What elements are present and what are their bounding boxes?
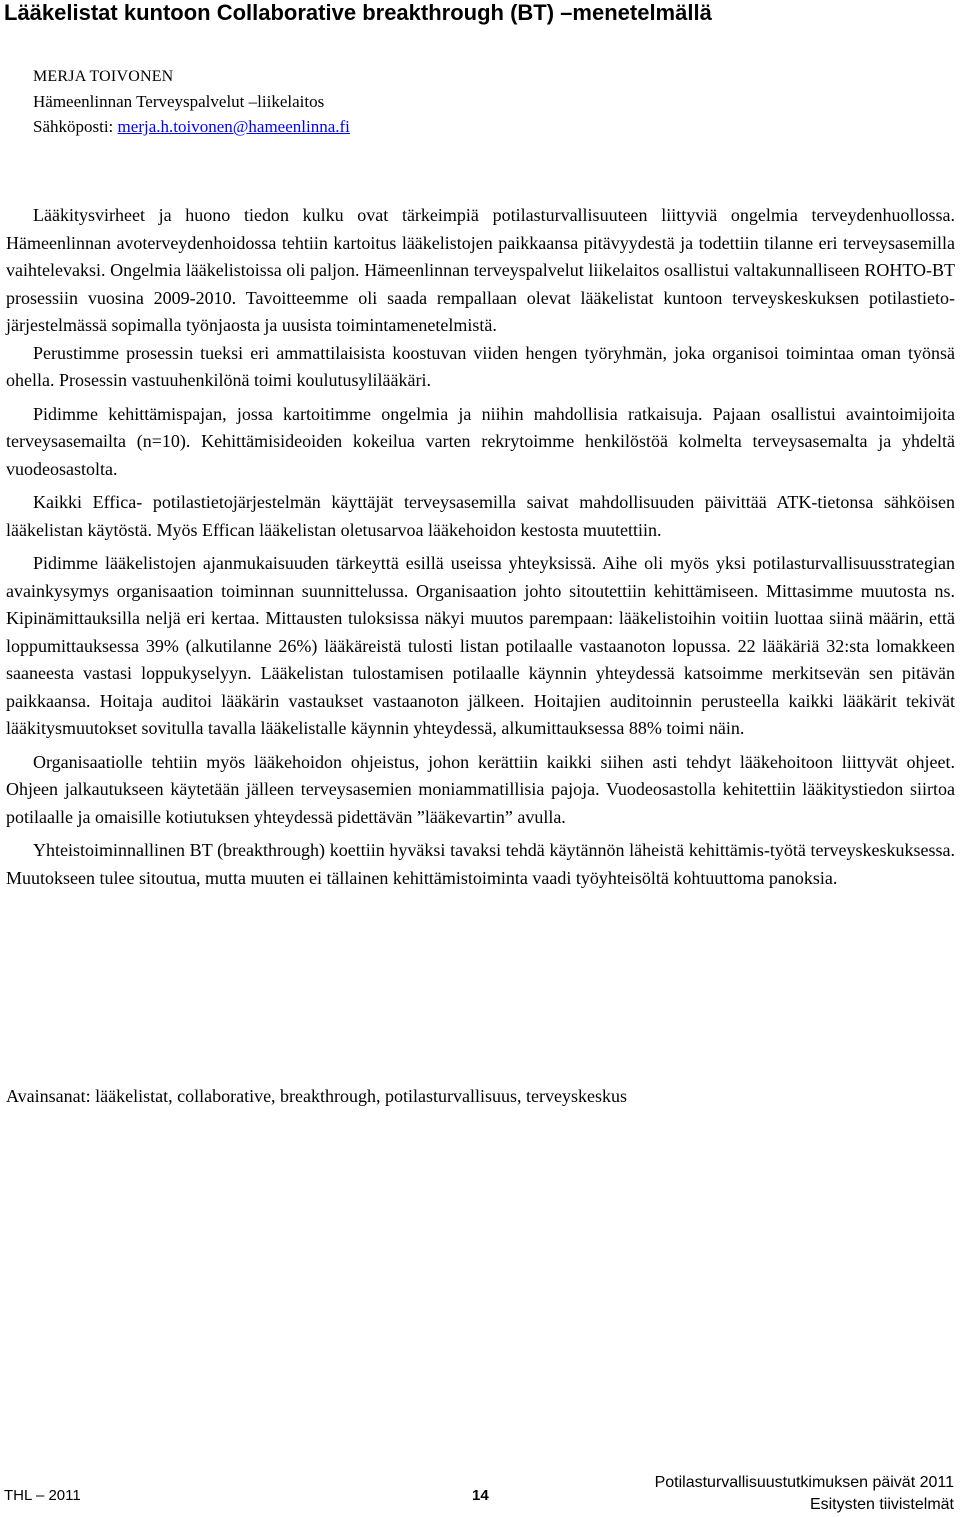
footer-publisher: THL – 2011	[4, 1487, 81, 1504]
keywords: Avainsanat: lääkelistat, collaborative, breakthrough, potilasturvallisuus, terveyskeskus	[6, 1086, 627, 1106]
document-title: Lääkelistat kuntoon Collaborative breakthrough (BT) –menetelmällä	[4, 0, 712, 25]
paragraph-2: Perustimme prosessin tueksi eri ammattilaisista koostuvan viiden hengen työryhmän, joka organisoi toimintaa oman työnsä ohella. Prosessin vastuuhenkilönä toimi koulutusylilääkäri.	[6, 342, 955, 390]
paragraph-6: Organisaatiolle tehtiin myös lääkehoidon ohjeistus, johon kerättiin kaikki siihen asti tehdyt lääkehoitoon liittyvät ohjeet. Ohjeen jalkautukseen käytetään jälleen terveysasemien moniammatillisia pajoja. Vuodeosastolla kehitettiin lääkitystiedon siirtoa potilaalle ja omaisille kotiutuksen yhteydessä pidettävän ”lääkevartin” avulla.	[6, 751, 955, 827]
email-label: Sähköposti:	[33, 117, 118, 136]
email-link[interactable]: merja.h.toivonen@hameenlinna.fi	[117, 117, 350, 136]
footer-event-subtitle: Esitysten tiivistelmät	[809, 1496, 954, 1513]
author-organization: Hämeenlinnan Terveyspalvelut –liikelaitos	[33, 92, 325, 111]
paragraph-7: Yhteistoiminnallinen BT (breakthrough) koettiin hyväksi tavaksi tehdä käytännön läheistä kehittämis-työtä terveyskeskuksessa. Muutokseen tulee sitoutua, mutta muuten ei tällainen kehittämistoiminta vaadi työyhteisöltä kohtuuttoma panoksia.	[6, 840, 955, 888]
paragraph-4: Kaikki Effica- potilastietojärjestelmän käyttäjät terveysasemilla saivat mahdollisuuden päivittää ATK-tietonsa sähköisen lääkelistan käytöstä. Myös Effican lääkelistan oletusarvoa lääkehoidon kestosta muutettiin.	[6, 492, 955, 540]
author-block	[33, 64, 350, 139]
paragraph-5: Pidimme lääkelistojen ajanmukaisuuden tärkeyttä esillä useissa yhteyksissä. Aihe oli myös yksi potilasturvallisuusstrategian avainkysymys organisaation toiminnan suunnittelussa. Organisaation johto sitoutettiin kehittämiseen. Mittasimme muutosta ns. Kipinämittauksilla neljä eri kertaa. Mittausten tuloksissa näkyi muutos parempaan: lääkelistoihin voitiin luottaa siinä määrin, että loppumittauksessa 39% (alkutilanne 26%) lääkäreistä tulosti listan potilaalle vastaanoton lopussa. 22 lääkäriä 32:sta lomakkeen saaneesta vastasi loppukyselyyn. Lääkelistan tulostamisen potilaalle käynnin yhteydessä katsoimme merkitsevän sen pitävän paikkaansa. Hoitaja auditoi lääkärin vastaukset vastaanoton jälkeen. Hoitajien auditoinnin perusteella kaikki lääkärit tekivät lääkitysmuutokset sovitulla tavalla lääkelistalle käynnin yhteydessä, alkumittauksessa 88% toimi näin.	[6, 553, 955, 738]
abstract-body	[6, 202, 955, 892]
paragraph-3: Pidimme kehittämispajan, jossa kartoitimme ongelmia ja niihin mahdollisia ratkaisuja. Pajaan osallistui avaintoimijoita terveysasemailta (n=10). Kehittämisideoiden kokeilua varten rekrytoimme henkilöstöä kolmelta terveysasemalta ja yhdeltä vuodeosastolta.	[6, 403, 955, 479]
author-email-line	[33, 114, 350, 139]
author-name: MERJA TOIVONEN	[33, 68, 174, 85]
page-number: 14	[472, 1487, 489, 1504]
footer-event-title: Potilasturvallisuustutkimuksen päivät 2011	[654, 1474, 954, 1491]
footer-event	[655, 1472, 954, 1516]
paragraph-1: Lääkitysvirheet ja huono tiedon kulku ovat tärkeimpiä potilasturvallisuuteen liittyviä ongelmia terveydenhuollossa. Hämeenlinnan avoterveydenhoidossa tehtiin kartoitus lääkelistojen paikkaansa pitävyydestä ja todettiin tilanne eri terveysasemilla vaihtelevaksi. Ongelmia lääkelistoissa oli paljon. Hämeenlinnan terveyspalvelut liikelaitos osallistui valtakunnalliseen ROHTO-BT prosessiin vuosina 2009-2010. Tavoitteemme oli saada rempallaan olevat lääkelistat kuntoon terveyskeskuksen potilastieto-järjestelmässä sopimalla työnjaosta ja uusista toimintamenetelmistä.	[6, 205, 955, 335]
